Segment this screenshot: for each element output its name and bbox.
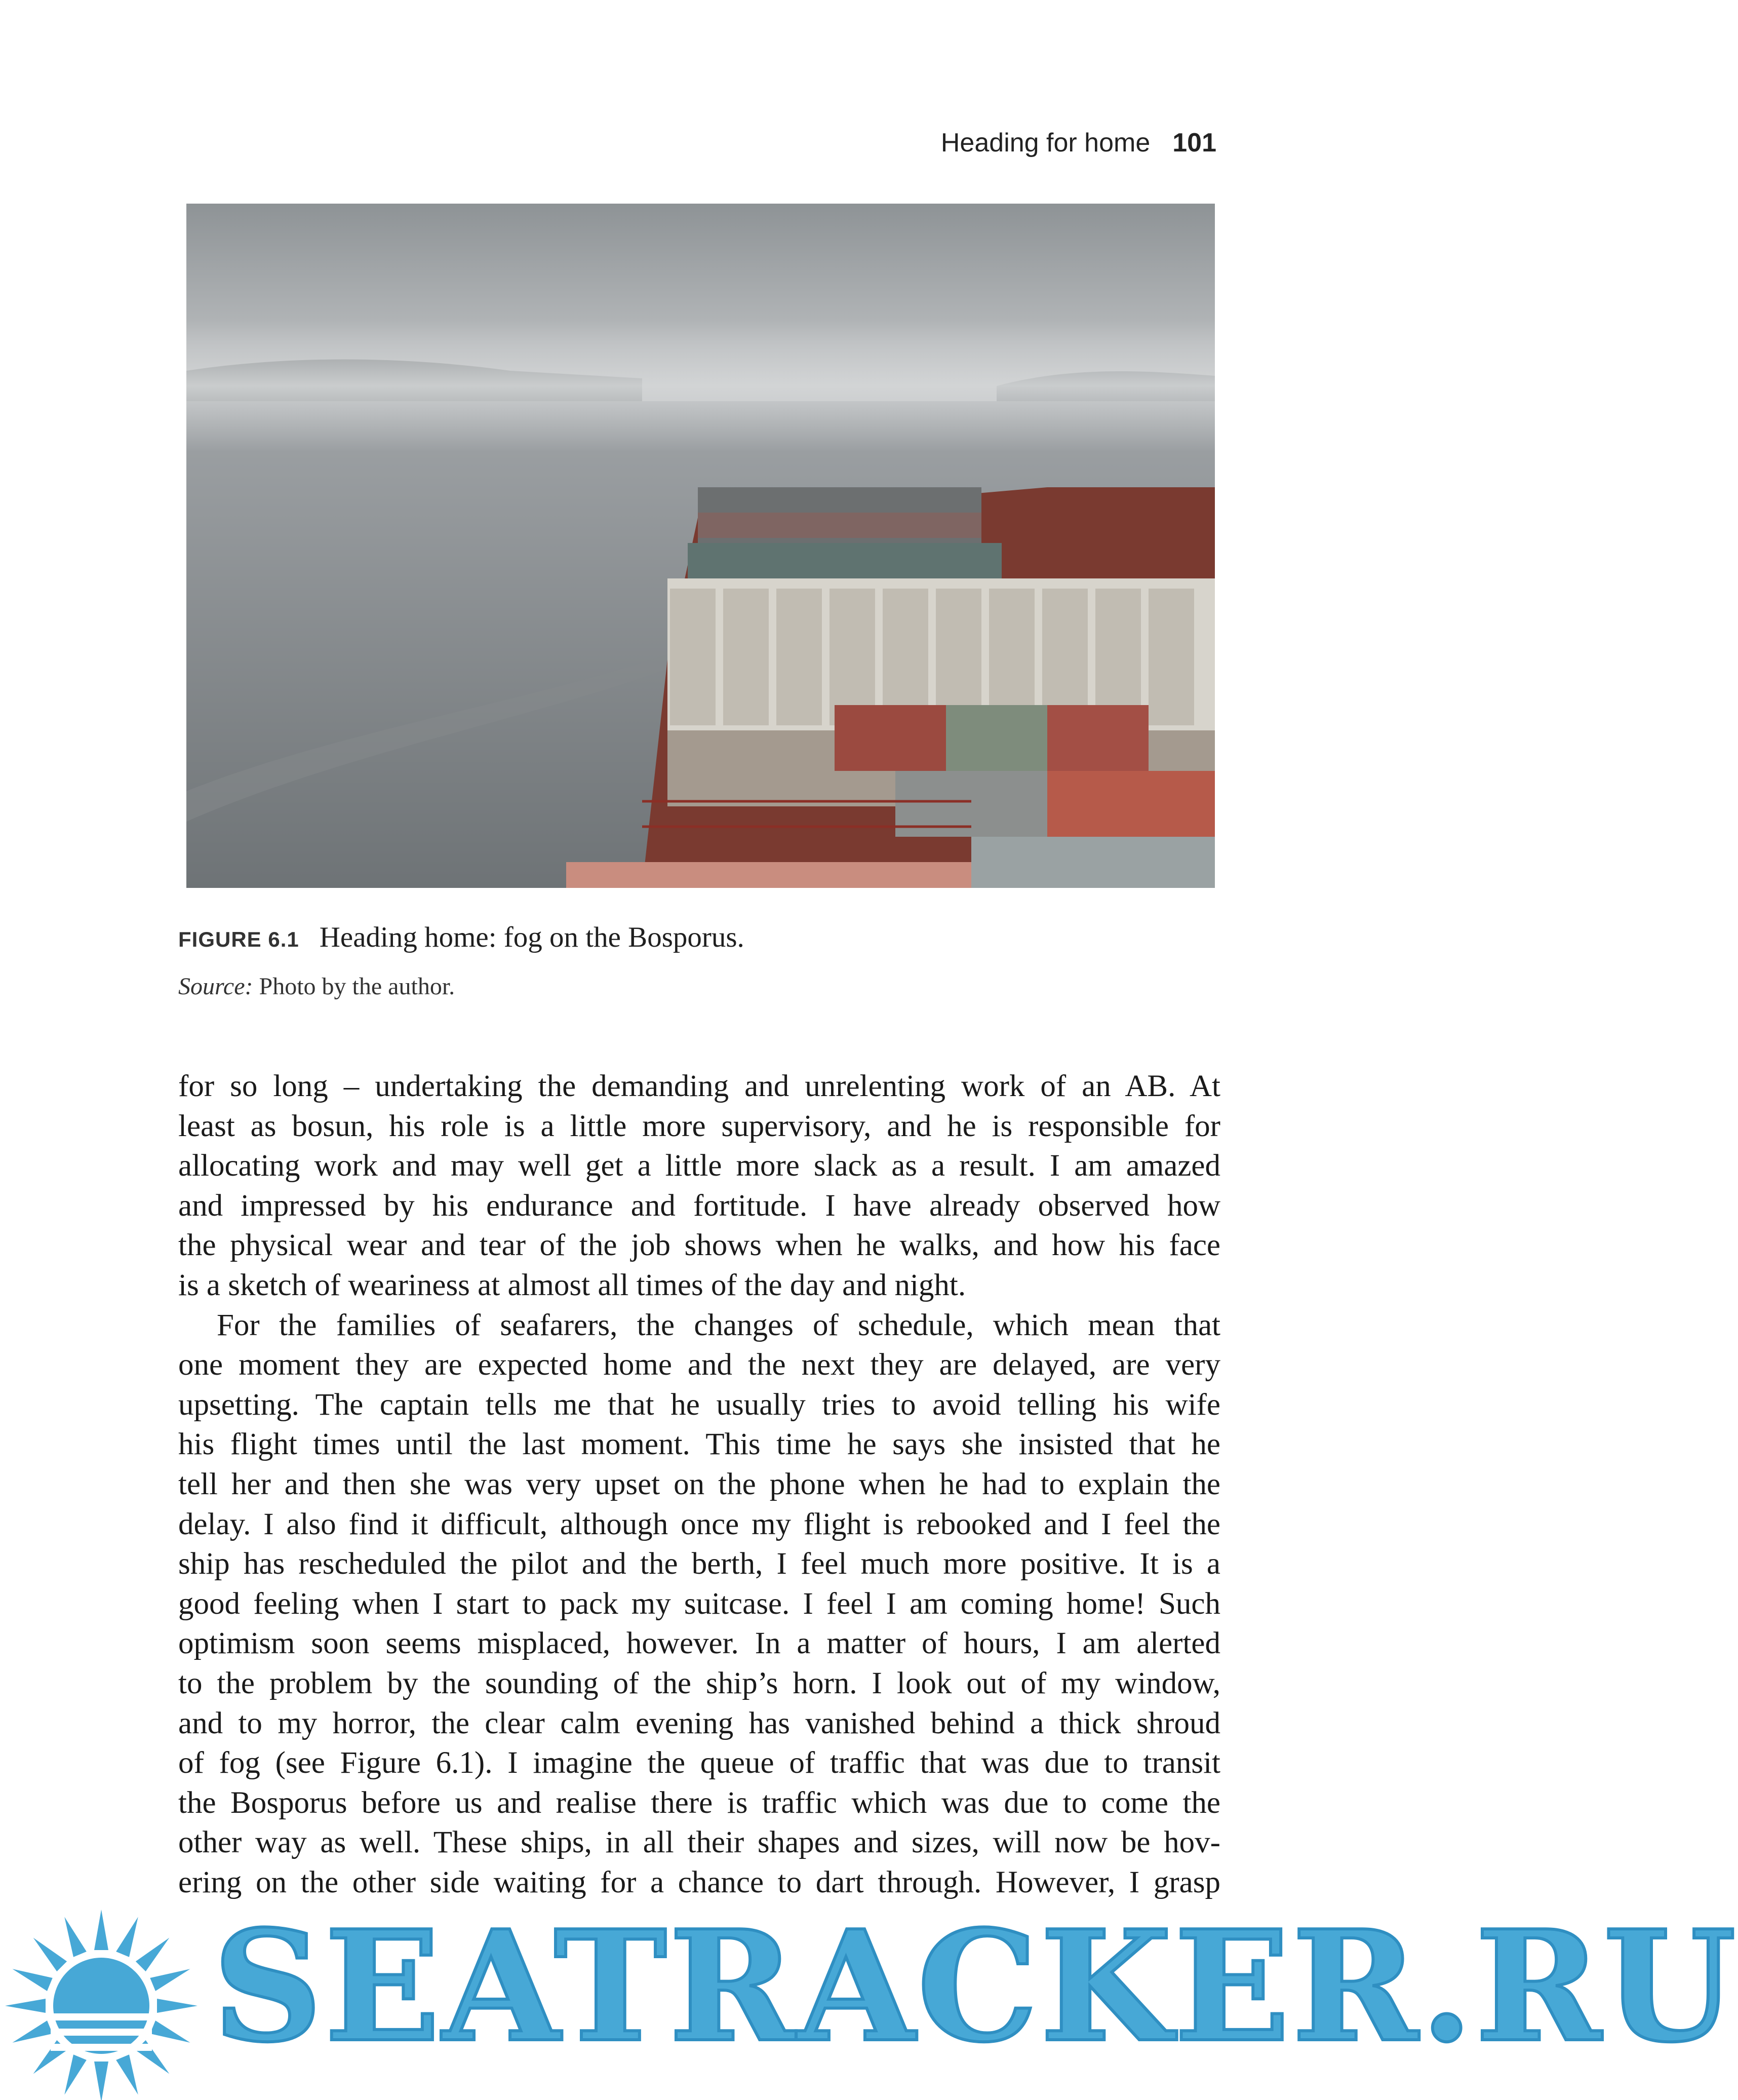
text-line: good feeling when I start to pack my suitcase. I feel I am coming home! Such bbox=[178, 1586, 1220, 1621]
page-number: 101 bbox=[1172, 128, 1216, 158]
text-line: one moment they are expected home and the next they are delayed, are very bbox=[178, 1348, 1220, 1382]
text-line: least as bosun, his role is a little more supervisory, and he is responsible for bbox=[178, 1109, 1220, 1143]
text-line: other way as well. These ships, in all their shapes and sizes, will now be hov- bbox=[178, 1825, 1220, 1860]
text-line: to the problem by the sounding of the ship’s horn. I look out of my window, bbox=[178, 1666, 1220, 1700]
figure-caption bbox=[178, 921, 744, 954]
text-line: tell her and then she was very upset on the phone when he had to explain the bbox=[178, 1467, 1220, 1501]
text-line: and impressed by his endurance and fortitude. I have already observed how bbox=[178, 1188, 1220, 1223]
figure-photo bbox=[186, 204, 1215, 888]
text-line: delay. I also find it difficult, although once my flight is rebooked and I feel the bbox=[178, 1507, 1220, 1541]
figure-caption-text: Heading home: fog on the Bosporus. bbox=[319, 921, 744, 953]
text-line: of fog (see Figure 6.1). I imagine the queue of traffic that was due to transit bbox=[178, 1746, 1220, 1780]
running-head bbox=[941, 128, 1216, 158]
paragraph-1 bbox=[178, 1067, 1220, 1306]
text-line: the Bosporus before us and realise there is traffic which was due to come the bbox=[178, 1785, 1220, 1820]
text-line: For the families of seafarers, the changes of schedule, which mean that bbox=[217, 1308, 1220, 1342]
text-line: optimism soon seems misplaced, however. In a matter of hours, I am alerted bbox=[178, 1626, 1220, 1661]
text-line: upsetting. The captain tells me that he usually tries to avoid telling his wife bbox=[178, 1387, 1220, 1422]
text-line: for so long – undertaking the demanding and unrelenting work of an AB. At bbox=[178, 1069, 1220, 1103]
figure-photo-container-ship-fog bbox=[186, 204, 1215, 888]
text-line: his flight times until the last moment. This time he says she insisted that he bbox=[178, 1427, 1220, 1462]
figure-label: FIGURE 6.1 bbox=[178, 927, 299, 951]
watermark-text: SEATRACKER.RU bbox=[213, 1897, 1738, 2076]
running-head-title: Heading for home bbox=[940, 128, 1151, 158]
figure-source-text: Photo by the author. bbox=[253, 973, 455, 1000]
figure-source-label: Source: bbox=[178, 973, 253, 1000]
text-line: the physical wear and tear of the job shows when he walks, and how his face bbox=[178, 1228, 1220, 1263]
body-text bbox=[178, 1067, 1220, 1902]
text-line: allocating work and may well get a little more slack as a result. I am amazed bbox=[178, 1149, 1220, 1183]
figure-source bbox=[178, 973, 455, 1000]
paragraph-2 bbox=[178, 1306, 1220, 1903]
sun-burst-icon bbox=[0, 1899, 213, 2100]
text-line: ship has rescheduled the pilot and the berth, I feel much more positive. It is a bbox=[178, 1547, 1220, 1581]
text-line: and to my horror, the clear calm evening has vanished behind a thick shroud bbox=[178, 1706, 1220, 1740]
text-line: ering on the other side waiting for a chance to dart through. However, I grasp bbox=[178, 1865, 1220, 1899]
text-line: is a sketch of weariness at almost all times of the day and night. bbox=[178, 1268, 966, 1302]
